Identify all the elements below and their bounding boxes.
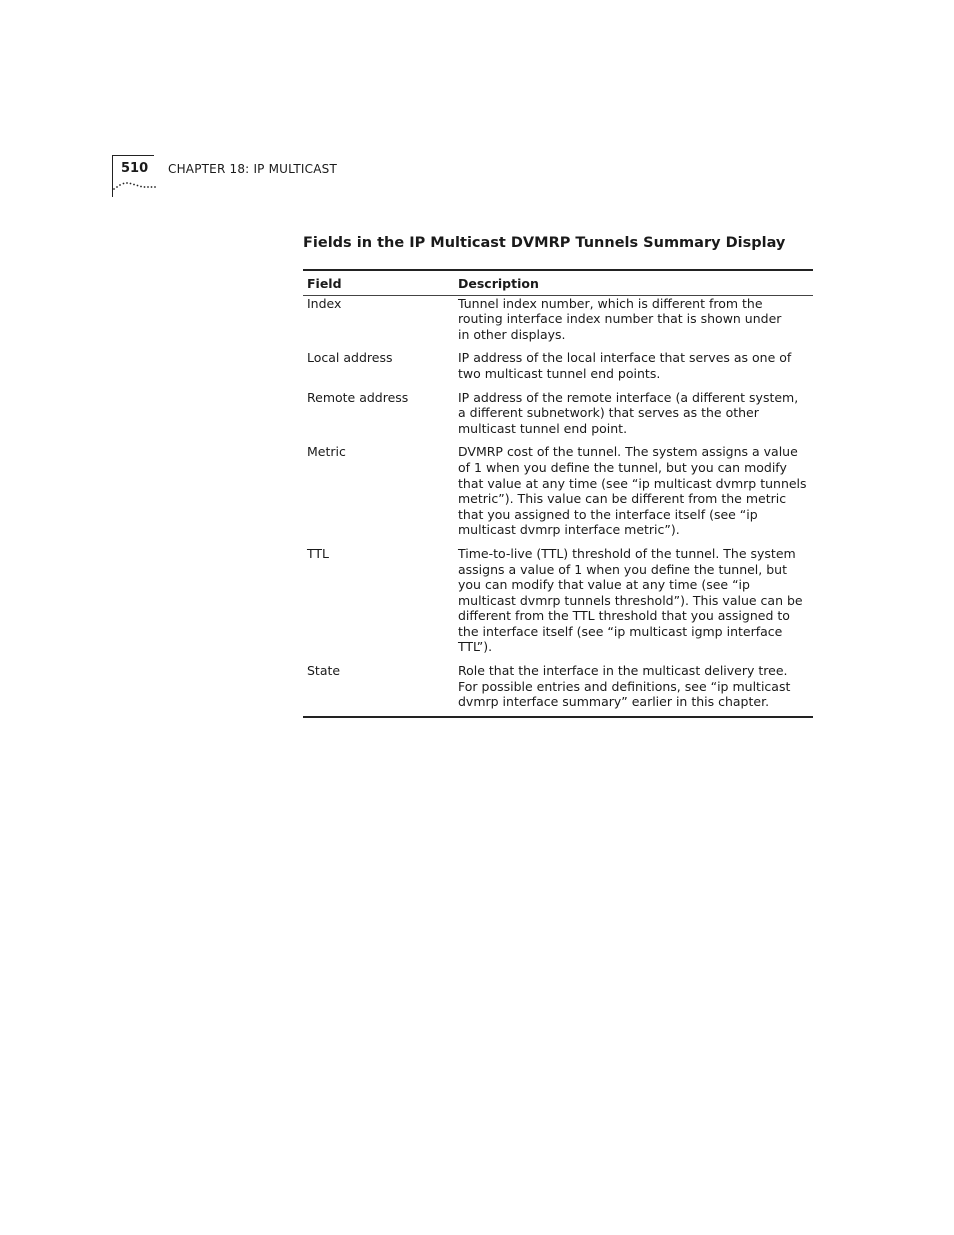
field-cell: State: [307, 663, 341, 679]
page-header: [112, 155, 338, 199]
dotted-decoration-icon: [113, 177, 157, 191]
field-cell: Local address: [307, 350, 393, 366]
column-header-description: Description: [458, 276, 539, 291]
table-row: [303, 546, 813, 655]
table-header-row: [303, 271, 813, 296]
fields-table: [303, 269, 830, 718]
field-cell: Metric: [307, 444, 346, 460]
description-cell: IP address of the local interface that serves as one of two multicast tunnel end points.: [458, 350, 792, 381]
table-row: [303, 663, 813, 710]
chapter-label: CHAPTER 18: IP MULTICAST: [168, 162, 338, 176]
table-row: [303, 350, 813, 381]
description-cell: Tunnel index number, which is different from the routing interface index number that is shown under in other displays.: [458, 295, 830, 342]
field-cell: Index: [307, 295, 342, 311]
header-horizontal-rule: [112, 155, 154, 156]
table-body: [303, 295, 830, 716]
description-cell: Time-to-live (TTL) threshold of the tunnel. The system assigns a value of 1 when you define the tunnel, but you can modify that value at any time (see “ip multicast dvmrp tunnels threshold”). This value can be different from the TTL threshold that you assigned to the interface itself (see “ip multicast igmp interface TTL”).: [458, 545, 803, 655]
description-cell: Role that the interface in the multicast delivery tree. For possible entries and definitions, see “ip multicast dvmrp interface summary” earlier in this chapter.: [458, 663, 791, 710]
table-title: Fields in the IP Multicast DVMRP Tunnels Summary Display: [303, 235, 786, 251]
table-row: [303, 295, 830, 343]
field-cell: Remote address: [307, 389, 409, 405]
table-row: [303, 444, 813, 538]
table-row: [303, 390, 813, 437]
page-number: 510: [121, 161, 149, 176]
field-cell: TTL: [307, 545, 330, 561]
description-cell: DVMRP cost of the tunnel. The system assigns a value of 1 when you define the tunnel, but you can modify that value at any time (see “ip multicast dvmrp tunnels metric”). This value can be different from the metric that you assigned to the interface itself (see “ip multicast dvmrp interface metric”).: [458, 444, 807, 538]
column-header-field: Field: [307, 276, 342, 291]
description-cell: IP address of the remote interface (a different system, a different subnetwork) that serves as the other multicast tunnel end point.: [458, 389, 799, 436]
